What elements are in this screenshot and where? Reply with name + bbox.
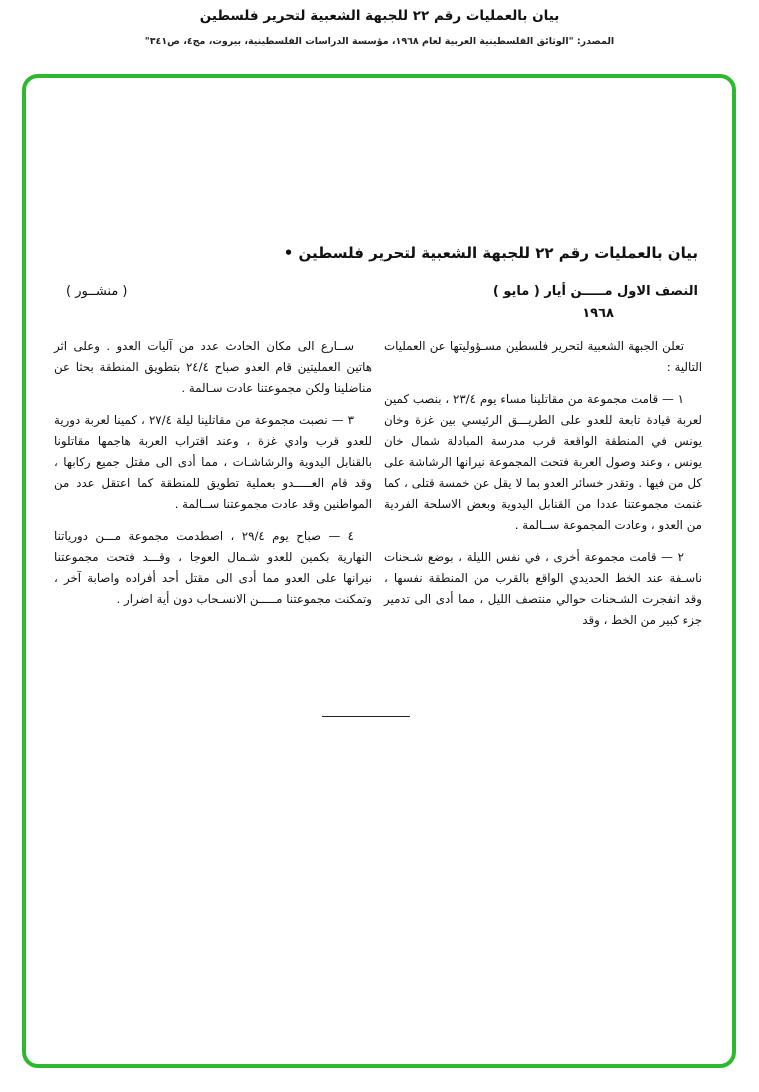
- source-citation: المصدر: "الوثائق الفلسطينية العربية لعام ١٩٦٨، مؤسسة الدراسات الفلسطينية، بيروت، مج٤، ص٣٤١": [144, 36, 615, 47]
- document-year: ١٩٦٨: [582, 306, 614, 321]
- column-left: [54, 336, 372, 610]
- document-scan-frame: [22, 74, 736, 1068]
- paragraph-operation-2: ٢ — قامت مجموعة أخرى ، في نفس الليلة ، بوضع شـحنات ناسـفة عند الخط الحديدي الواقع بالقرب من المنطقة نفسها ، وقد انفجرت الشـحنات حوالي منتصف الليل ، مما أدى الى تدمير جزء كبير من الخط ، وقد: [384, 550, 702, 627]
- page-title: بيان بالعمليات رقم ٢٢ للجبهة الشعبية لتحرير فلسطين: [199, 8, 560, 24]
- divider-line: [322, 716, 410, 717]
- published-label: ( منشــور ): [66, 284, 128, 299]
- paragraph-operation-4: ٤ — صباح يوم ٢٩/٤ ، اصطدمت مجموعة مـــن دورياتنا النهارية بكمين للعدو شـمال العوجا ، وقـــد فتحت مجموعتنا نيرانها على العدو مما أدى الى مقتل أحد أفراده واصابة آخر ، وتمكنت مجموعتنا مـــــن الانسـحاب دون أية اضرار .: [54, 529, 372, 606]
- paragraph-operation-1: ١ — قامت مجموعة من مقاتلينا مساء يوم ٢٣/٤ ، بنصب كمين لعربة قيادة تابعة للعدو على الطريـــق الرئيسي بين غزة وخان يونس في المنطقة الواقعة قرب مدرسة المبادلة شمال خان يونس ، وعند وصول العربة فتحت المجموعة نيرانها الرشاشة على كل من فيها . وتقدر خسائر العدو بما لا يقل عن خمسة قتلى ، كما غنمت مجموعتنا عددا من القنابل اليدوية وبعض الاسلحة الفردية من العدو ، وعادت المجموعة ســالمة .: [384, 392, 702, 532]
- column-right: [384, 336, 702, 631]
- document-date-line: النصف الاول مـــــن أيار ( مايو ): [492, 284, 698, 299]
- paragraph-intro: تعلن الجبهة الشعبية لتحرير فلسطين مسـؤوليتها عن العمليات التالية :: [384, 339, 702, 374]
- paragraph-operation-2-continued: ســارع الى مكان الحادث عدد من آليات العدو . وعلى اثر هاتين العمليتين قام العدو صباح ٢٤/٤ بتطويق المنطقة بحثا عن مناضلينا ولكن مجموعتنا عادت سـالمة .: [54, 339, 372, 395]
- paragraph-operation-3: ٣ — نصبت مجموعة من مقاتلينا ليلة ٢٧/٤ ، كمينا لعربة دورية للعدو قرب وادي غزة ، وعند اقتراب العربة هاجمها مقاتلونا بالقنابل اليدوية والرشاشـات ، مما أدى الى مقتل جميع ركابها ، وقد قام العـــــدو بعملية تطويق للمنطقة كما اعتقل عدد من المواطنين وقد عادت مجموعتنا ســالمة .: [54, 413, 372, 511]
- document-title: بيان بالعمليات رقم ٢٢ للجبهة الشعبية لتحرير فلسطين •: [283, 244, 698, 262]
